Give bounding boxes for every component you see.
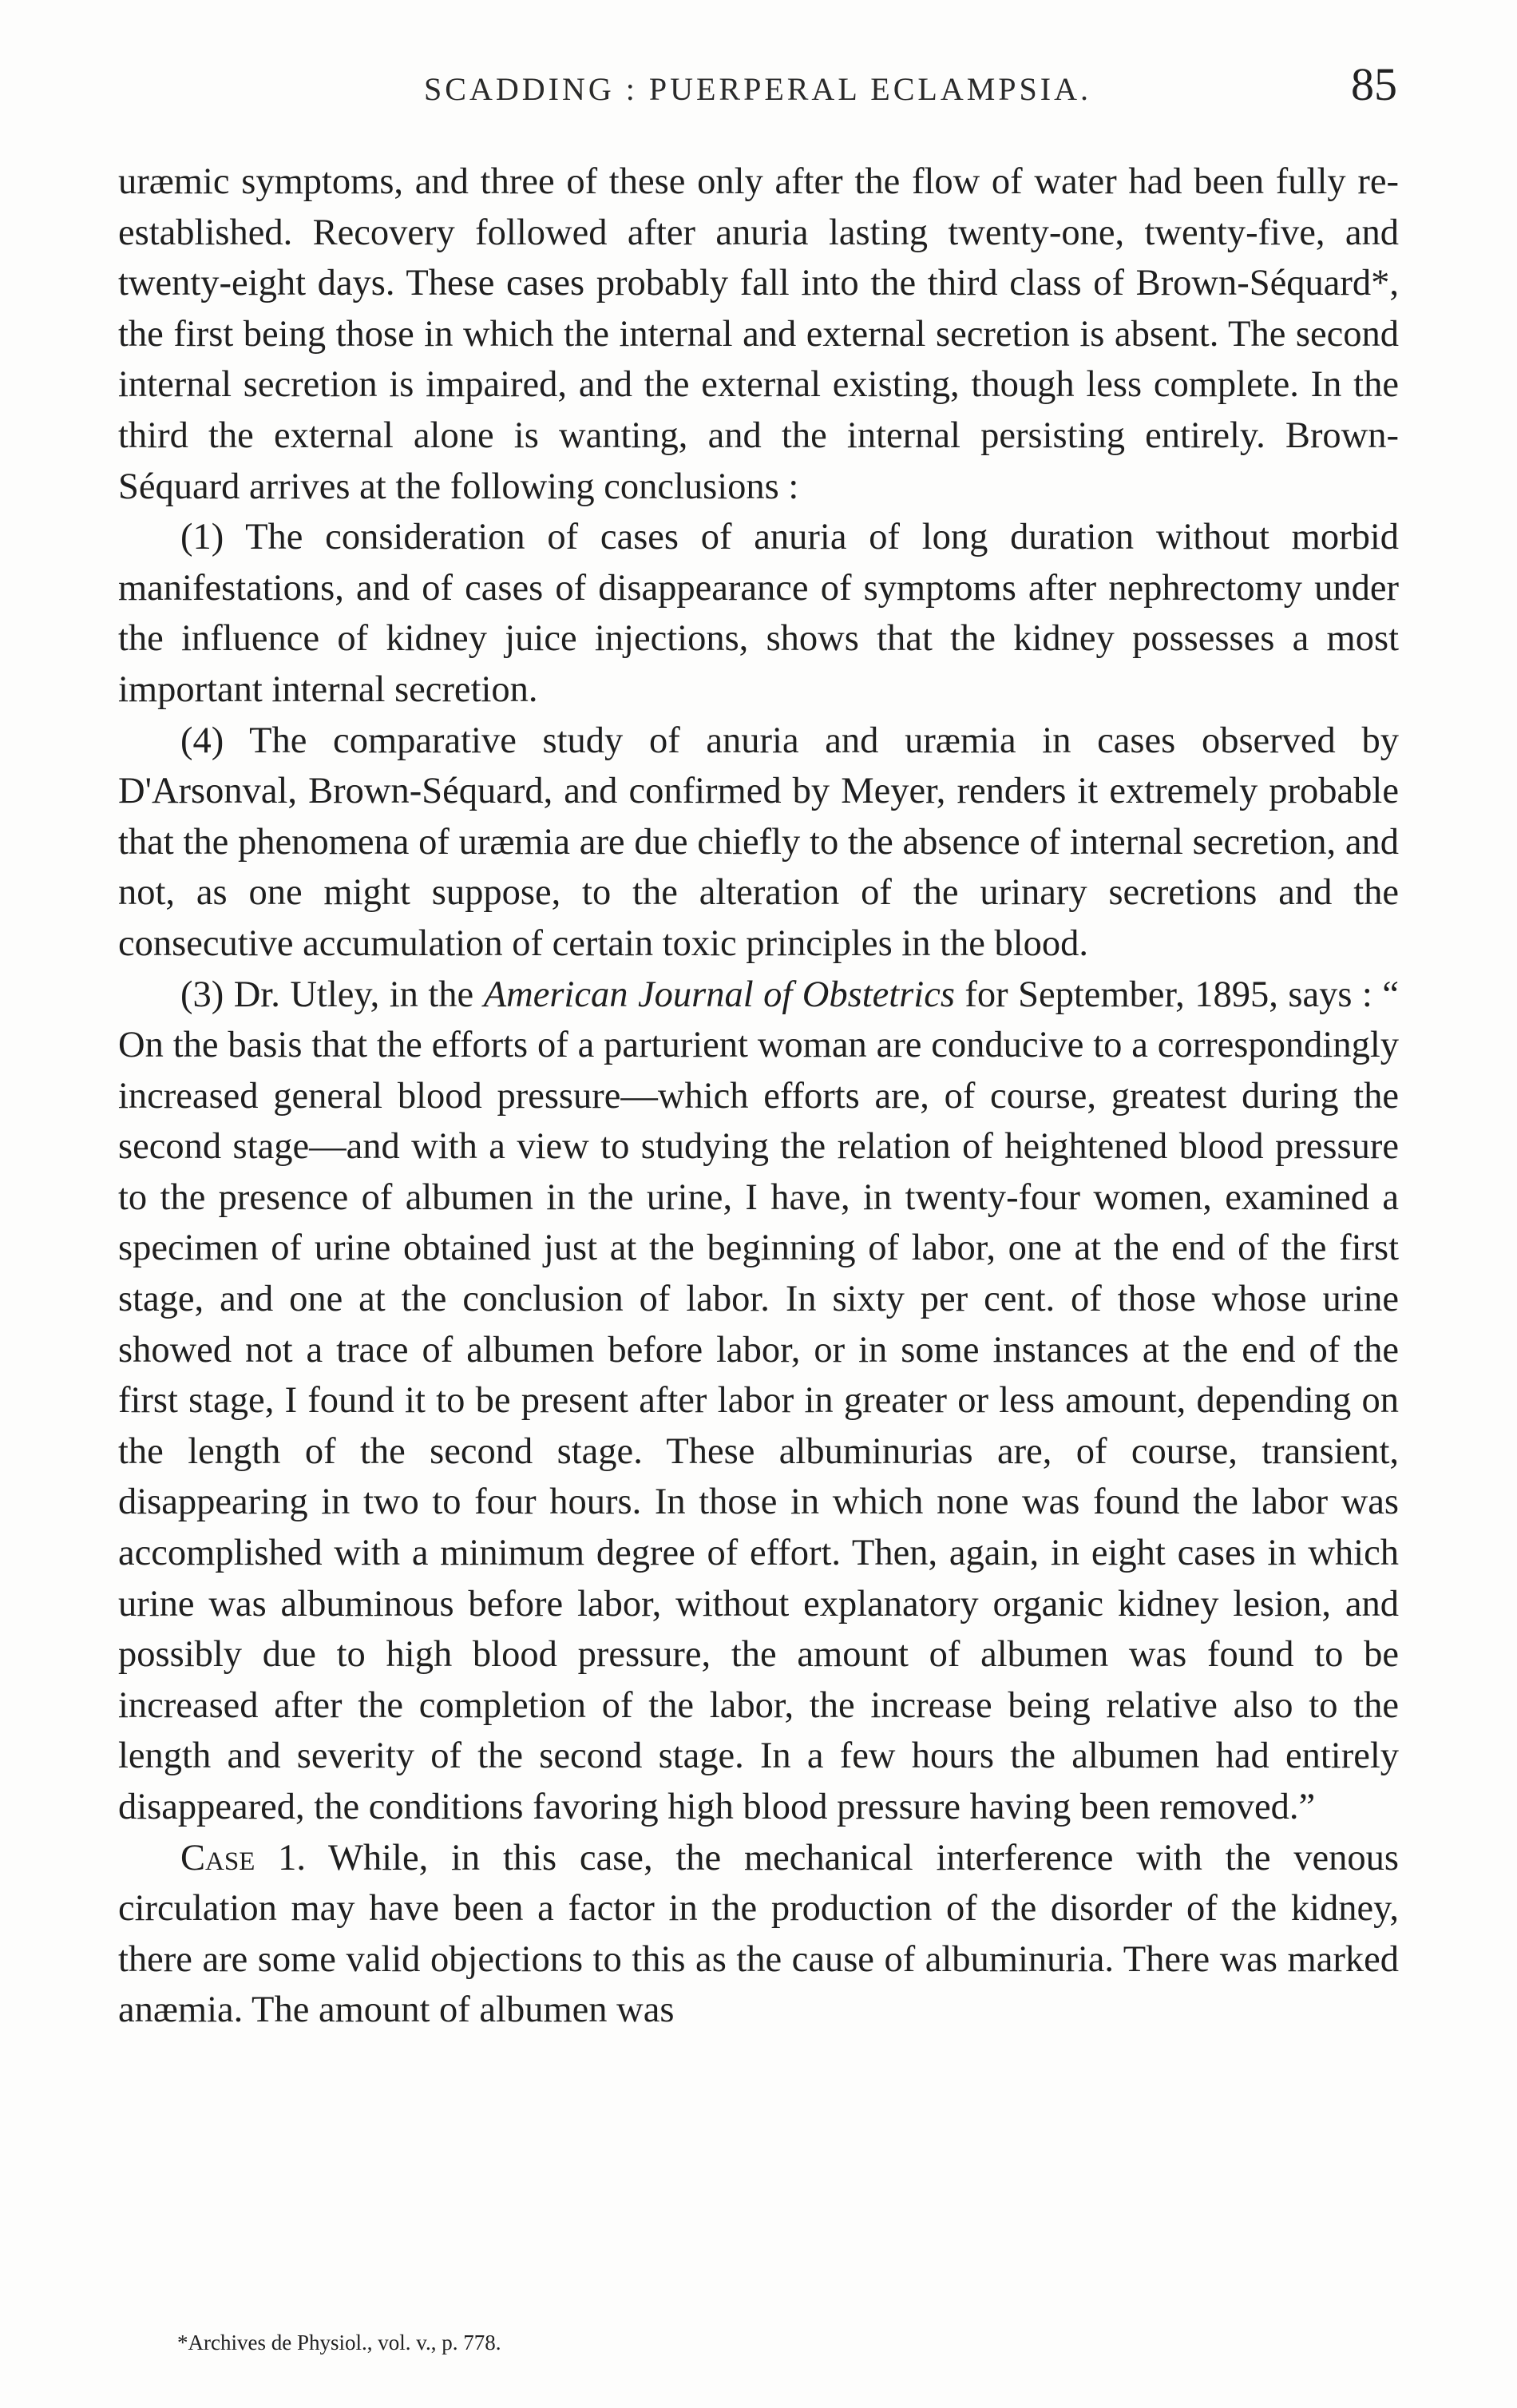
running-head [118,48,1397,120]
paragraph-conclusion-4: (4) The comparative study of anuria and uræmia in cases observed by D'Arsonval, Brown-Séquard, and confirmed by Meyer, renders it extremely probable that the phenomena of uræmia are due chiefly to the absence of internal secretion, and not, as one might suppose, to the alteration of the urinary secretions and the consecutive accumulation of certain toxic principles in the blood. [118,720,1399,964]
footnote: *Archives de Physiol., vol. v., p. 778. [177,2331,501,2354]
journal-title: American Journal of Obstetrics [483,974,955,1015]
case-text: While, in this case, the mechanical interference with the venous circulation may have been a factor in the production of the disorder of the kidney, there are some valid objections to this as the cause of albuminuria. There was marked anæmia. The amount of albumen was [118,1837,1400,2031]
utley-text-rest: for September, 1895, says : “ On the basis that the efforts of a parturient woman are conducive to a correspondingly increased general blood pressure—which efforts are, of course, greatest during the second stage—and with a view to studying the relation of heightened blood pressure to the presence of albumen in the urine, I have, in twenty-four women, examined a specimen of urine obtained just at the beginning of labor, one at the end of the first stage, and one at the conclusion of labor. In sixty per cent. of those whose urine showed not a trace of albumen before labor, or in some instances at the end of the first stage, I found it to be present after labor in greater or less amount, depending on the length of the second stage. These albuminurias are, of course, transient, disappearing in two to four hours. In those in which none was found the labor was accomplished with a minimum degree of effort. Then, again, in eight cases in which urine was albuminous before labor, without explanatory organic kidney lesion, and possibly due to high blood pressure, the amount of albumen was found to be increased after the completion of the labor, the increase being relative also to the length and severity of the second stage. In a few hours the albumen had entirely disappeared, the conditions favoring high blood pressure having been removed.” [118,974,1399,1827]
body-text [118,157,1399,2036]
paragraph-utley-quote [118,970,1399,1833]
paragraph-continuation: uræmic symptoms, and three of these only after the flow of water had been fully re-established. Recovery followed after anuria lasting twenty-one, twenty-five, and twenty-eight days. These cases probably fall into the third class of Brown-Séquard*, the first being those in which the internal and external secretion is absent. The second internal secretion is impaired, and the external existing, though less complete. In the third the external alone is wanting, and the internal persisting entirely. Brown-Séquard arrives at the following conclusions : [118,161,1399,507]
paragraph-conclusion-1: (1) The consideration of cases of anuria of long duration without morbid manifestations, and of cases of disappearance of symptoms after nephrectomy under the influence of kidney juice injections, shows that the kidney possesses a most important internal secretion. [118,517,1399,710]
case-heading: Case 1. [180,1837,307,1878]
running-title: SCADDING : PUERPERAL ECLAMPSIA. [424,71,1091,107]
paragraph-case-1 [118,1833,1399,2036]
page-number: 85 [1351,58,1397,110]
utley-text-start: (3) Dr. Utley, in the [180,974,484,1015]
